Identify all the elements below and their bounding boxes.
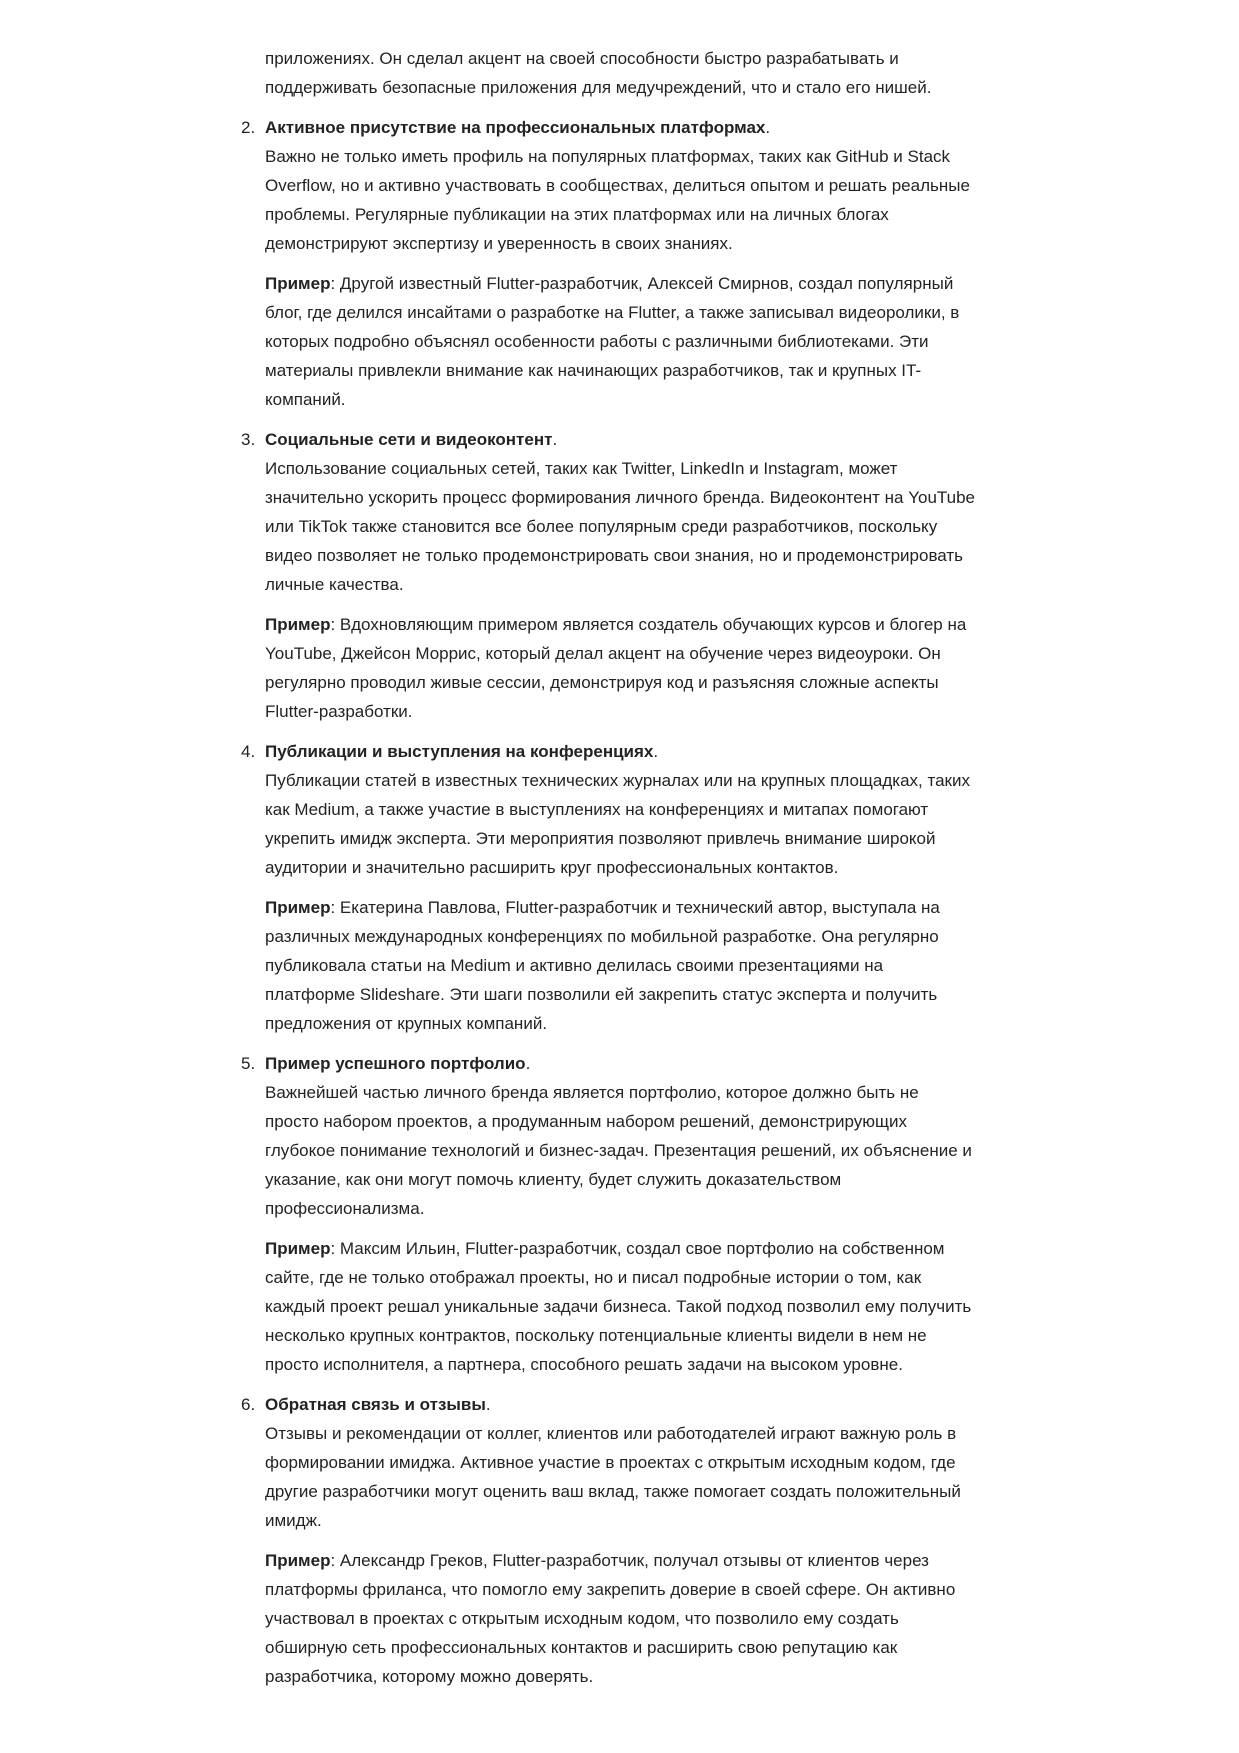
list-item-title: [265, 1390, 977, 1419]
example-text: : Вдохновляющим примером является создатель обучающих курсов и блогер на YouTube, Джейсон Моррис, который делал акцент на обучение через видеоуроки. Он регулярно проводил живые сессии, демонстрируя код и разъясняя сложные аспекты Flutter-разработки.: [265, 615, 967, 721]
list-item: [241, 113, 977, 414]
example-text: : Екатерина Павлова, Flutter-разработчик и технический автор, выступала на различных международных конференциях по мобильной разработке. Она регулярно публиковала статьи на Medium и активно делилась своими презентациями на платформе Slideshare. Эти шаги позволили ей закрепить статус эксперта и получить предложения от крупных компаний.: [265, 898, 940, 1033]
example-text: : Александр Греков, Flutter-разработчик, получал отзывы от клиентов через платформы фриланса, что помогло ему закрепить доверие в своей сфере. Он активно участвовал в проектах с открытым исходным кодом, что позволило ему создать обширную сеть профессиональных контактов и расширить свою репутацию как разработчика, которому можно доверять.: [265, 1551, 956, 1686]
list-item-example: [265, 1546, 977, 1691]
title-text: Обратная связь и отзывы: [265, 1395, 486, 1414]
list-item: [241, 1390, 977, 1691]
intro-paragraph: приложениях. Он сделал акцент на своей способности быстро разрабатывать и поддерживать безопасные приложения для медучреждений, что и стало его нишей.: [265, 49, 932, 97]
list-item-number: 3.: [241, 430, 256, 449]
list-item-number: 6.: [241, 1395, 256, 1414]
title-text: Публикации и выступления на конференциях: [265, 742, 654, 761]
document-content: [241, 44, 977, 1702]
title-text: Социальные сети и видеоконтент: [265, 430, 553, 449]
example-label: Пример: [265, 1551, 331, 1570]
list-item-number: 2.: [241, 118, 256, 137]
list-item: [241, 737, 977, 1038]
example-label: Пример: [265, 898, 331, 917]
list-item-example: [265, 893, 977, 1038]
list-item-body: Публикации статей в известных технических журналах или на крупных площадках, таких как Medium, а также участие в выступлениях на конференциях и митапах помогают укрепить имидж эксперта. Эти мероприятия позволяют привлечь внимание широкой аудитории и значительно расширить круг профессиональных контактов.: [265, 771, 970, 877]
example-label: Пример: [265, 615, 331, 634]
list-item-example: [265, 269, 977, 414]
list-item-example: [265, 610, 977, 726]
example-label: Пример: [265, 1239, 331, 1258]
example-text: : Другой известный Flutter-разработчик, Алексей Смирнов, создал популярный блог, где делился инсайтами о разработке на Flutter, а также записывал видеоролики, в которых подробно объяснял особенности работы с различными библиотеками. Эти материалы привлекли внимание как начинающих разработчиков, так и крупных IT-компаний.: [265, 274, 960, 409]
list-item-title: [265, 1049, 977, 1078]
example-label: Пример: [265, 274, 331, 293]
list-item-example: [265, 1234, 977, 1379]
title-text: Активное присутствие на профессиональных платформах: [265, 118, 766, 137]
list-item: [241, 1049, 977, 1379]
title-period: .: [653, 742, 659, 761]
list-item-number: 5.: [241, 1054, 256, 1073]
title-period: .: [765, 118, 771, 137]
list-item-body: Использование социальных сетей, таких как Twitter, LinkedIn и Instagram, может значительно ускорить процесс формирования личного бренда. Видеоконтент на YouTube или TikTok также становится все более популярным среди разработчиков, поскольку видео позволяет не только продемонстрировать свои знания, но и продемонстрировать личные качества.: [265, 459, 976, 594]
title-period: .: [552, 430, 558, 449]
title-text: Пример успешного портфолио: [265, 1054, 526, 1073]
list-item-body: Важно не только иметь профиль на популярных платформах, таких как GitHub и Stack Overflow, но и активно участвовать в сообществах, делиться опытом и решать реальные проблемы. Регулярные публикации на этих платформах или на личных блогах демонстрируют экспертизу и уверенность в своих знаниях.: [265, 147, 970, 253]
list-item-title: [265, 737, 977, 766]
list-item: [241, 425, 977, 726]
list-item-number: 4.: [241, 742, 256, 761]
list-item-title: [265, 113, 977, 142]
list-item-body: Отзывы и рекомендации от коллег, клиентов или работодателей играют важную роль в формировании имиджа. Активное участие в проектах с открытым исходным кодом, где другие разработчики могут оценить ваш вклад, также помогает создать положительный имидж.: [265, 1424, 961, 1530]
list-item-body: Важнейшей частью личного бренда является портфолио, которое должно быть не просто набором проектов, а продуманным набором решений, демонстрирующих глубокое понимание технологий и бизнес-задач. Презентация решений, их объяснение и указание, как они могут помочь клиенту, будет служить доказательством профессионализма.: [265, 1083, 972, 1218]
title-period: .: [525, 1054, 531, 1073]
list-item-title: [265, 425, 977, 454]
title-period: .: [485, 1395, 491, 1414]
example-text: : Максим Ильин, Flutter-разработчик, создал свое портфолио на собственном сайте, где не только отображал проекты, но и писал подробные истории о том, как каждый проект решал уникальные задачи бизнеса. Такой подход позволил ему получить несколько крупных контрактов, поскольку потенциальные клиенты видели в нем не просто исполнителя, а партнера, способного решать задачи на высоком уровне.: [265, 1239, 972, 1374]
